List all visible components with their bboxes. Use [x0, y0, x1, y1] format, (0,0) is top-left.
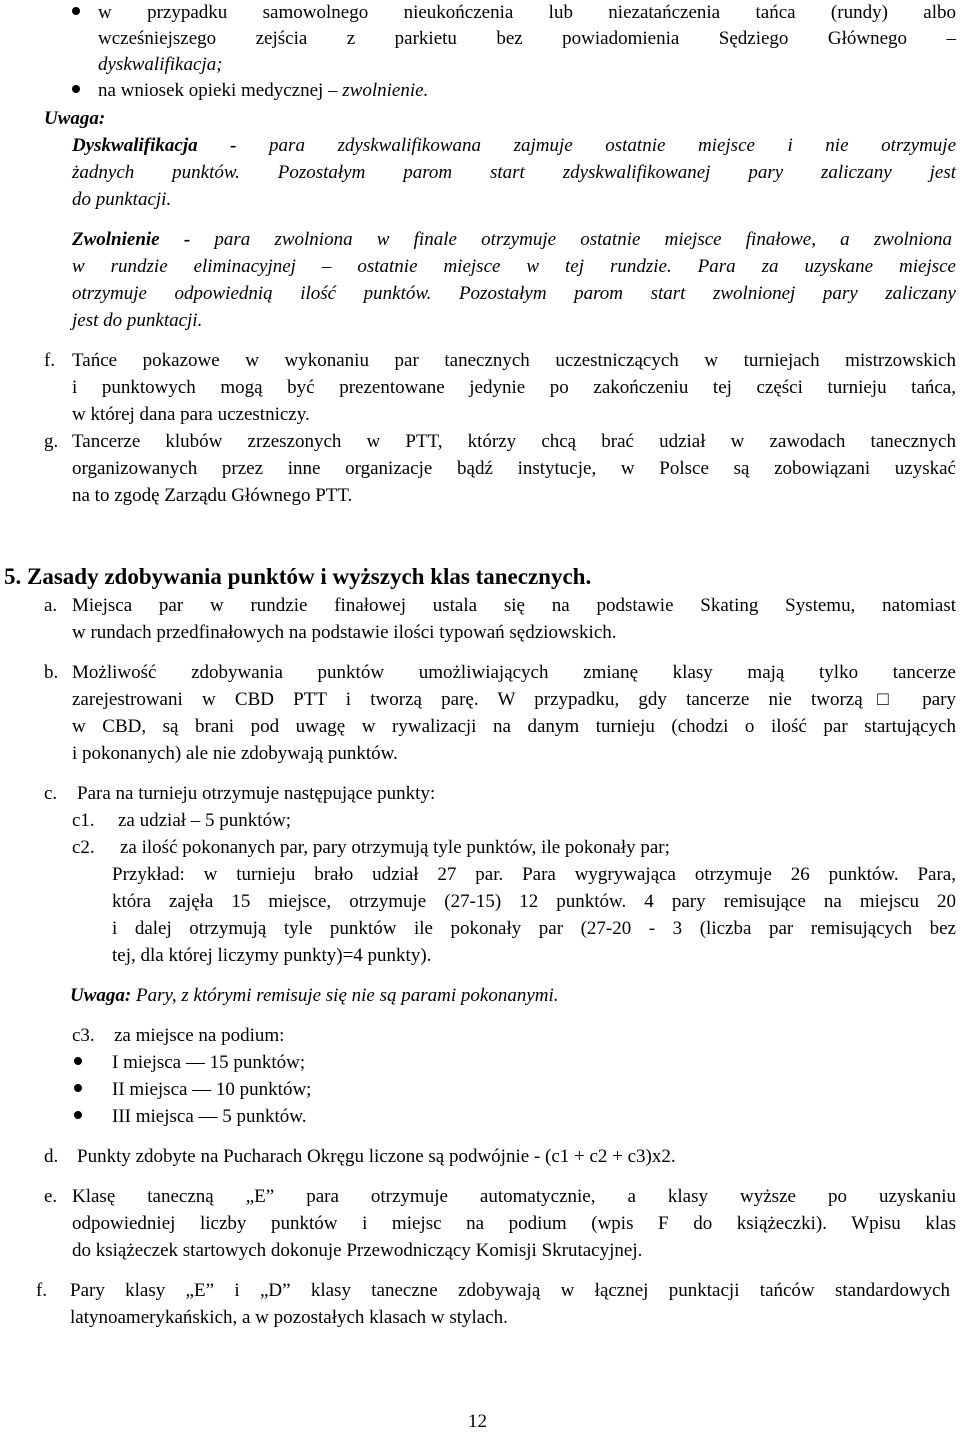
note-line: Zwolnienie - para zwolniona w finale otrzymuje ostatnie miejsce finałowe, a zwolniona — [72, 229, 952, 250]
note-line: Uwaga: Pary, z którymi remisuje się nie są parami pokonanymi. — [70, 985, 559, 1006]
item-line: Tancerze klubów zrzeszonych w PTT, którzy chcą brać udział w zawodach tanecznych — [72, 431, 956, 452]
bullet-line: na wniosek opieki medycznej – zwolnienie. — [98, 80, 429, 101]
subitem-marker: c3. — [72, 1025, 95, 1046]
item-line: Możliwość zdobywania punktów umożliwiających zmianę klasy mają tylko tancerze — [72, 662, 956, 683]
note-line: do punktacji. — [72, 189, 172, 210]
podium-item: II miejsca — 10 punktów; — [112, 1079, 312, 1100]
item-line: do książeczek startowych dokonuje Przewodniczący Komisji Skrutacyjnej. — [72, 1240, 643, 1261]
note-line: otrzymuje odpowiednią ilość punktów. Pozostałym parom start zwolnionej pary zaliczany — [72, 283, 956, 304]
bullet-icon — [72, 85, 80, 93]
item-marker: f. — [36, 1280, 48, 1301]
podium-item: III miejsca — 5 punktów. — [112, 1106, 307, 1127]
bullet-line: wcześniejszego zejścia z parkietu bez powiadomienia Sędziego Głównego – — [98, 28, 956, 49]
item-line: w CBD, są brani pod uwagę w rywalizacji na danym turnieju (chodzi o ilość par startujących — [72, 716, 956, 737]
item-marker: b. — [44, 662, 59, 683]
page-number: 12 — [468, 1411, 487, 1432]
item-line: Pary klasy „E” i „D” klasy taneczne zdobywają w łącznej punktacji tańców standardowych — [70, 1280, 950, 1301]
item-line: w której dana para uczestniczy. — [72, 404, 310, 425]
item-line: Miejsca par w rundzie finałowej ustala się na podstawie Skating Systemu, natomiast — [72, 595, 956, 616]
item-line: odpowiedniej liczby punktów i miejsc na podium (wpis F do książeczki). Wpisu klas — [72, 1213, 956, 1234]
bullet-icon — [74, 1084, 82, 1092]
bullet-icon — [72, 7, 80, 15]
note-line: żadnych punktów. Pozostałym parom start zdyskwalifikowanej pary zaliczany jest — [72, 162, 956, 183]
note-line: jest do punktacji. — [72, 310, 203, 331]
section-heading: 5. Zasady zdobywania punktów i wyższych klas tanecznych. — [4, 564, 592, 589]
item-line: Punkty zdobyte na Pucharach Okręgu liczone są podwójnie - (c1 + c2 + c3)x2. — [77, 1146, 676, 1167]
example-line: która zajęła 15 miejsce, otrzymuje (27-15) 12 punktów. 4 pary remisujące na miejscu 20 — [112, 891, 956, 912]
item-line: i punktowych mogą być prezentowane jedynie po zakończeniu tej części turnieju tańca, — [72, 377, 956, 398]
item-marker: d. — [44, 1146, 59, 1167]
item-line: w rundach przedfinałowych na podstawie ilości typowań sędziowskich. — [72, 622, 617, 643]
example-line: Przykład: w turnieju brało udział 27 par. Para wygrywająca otrzymuje 26 punktów. Para, — [112, 864, 956, 885]
podium-item: I miejsca — 15 punktów; — [112, 1052, 306, 1073]
item-line: Para na turnieju otrzymuje następujące punkty: — [77, 783, 436, 804]
subitem-marker: c2. — [72, 837, 95, 858]
note-line: Dyskwalifikacja - para zdyskwalifikowana zajmuje ostatnie miejsce i nie otrzymuje — [72, 135, 957, 156]
example-line: i dalej otrzymują tyle punktów ile pokonały par (27-20 - 3 (liczba par remisujących bez — [112, 918, 956, 939]
item-line: organizowanych przez inne organizacje bądź instytucje, w Polsce są zobowiązani uzyskać — [72, 458, 956, 479]
note-line: w rundzie eliminacyjnej – ostatnie miejsce w tej rundzie. Para za uzyskane miejsce — [72, 256, 956, 277]
item-marker: e. — [44, 1186, 58, 1207]
item-marker: c. — [44, 783, 58, 804]
item-marker: g. — [44, 431, 59, 452]
item-marker: f. — [44, 350, 56, 371]
item-line: i pokonanych) ale nie zdobywają punktów. — [72, 743, 398, 764]
subitem-line: za miejsce na podium: — [114, 1025, 285, 1046]
bullet-icon — [74, 1057, 82, 1065]
bullet-line: w przypadku samowolnego nieukończenia lub niezatańczenia tańca (rundy) albo — [98, 2, 956, 23]
item-line: na to zgodę Zarządu Głównego PTT. — [72, 485, 353, 506]
item-line: Klasę taneczną „E” para otrzymuje automatycznie, a klasy wyższe po uzyskaniu — [72, 1186, 956, 1207]
item-line: zarejestrowani w CBD PTT i tworzą parę. W przypadku, gdy tancerze nie tworzą□ pary — [72, 689, 956, 710]
subitem-line: za udział – 5 punktów; — [118, 810, 292, 831]
subitem-line: za ilość pokonanych par, pary otrzymują tyle punktów, ile pokonały par; — [120, 837, 670, 858]
item-marker: a. — [44, 595, 58, 616]
note-label: Uwaga: — [44, 108, 106, 129]
bullet-emphasis: dyskwalifikacja; — [98, 54, 223, 75]
item-line: latynoamerykańskich, a w pozostałych klasach w stylach. — [70, 1307, 508, 1328]
bullet-icon — [74, 1111, 82, 1119]
example-line: tej, dla której liczymy punkty)=4 punkty). — [112, 945, 432, 966]
subitem-marker: c1. — [72, 810, 95, 831]
item-line: Tańce pokazowe w wykonaniu par tanecznych uczestniczących w turniejach mistrzowskich — [72, 350, 956, 371]
